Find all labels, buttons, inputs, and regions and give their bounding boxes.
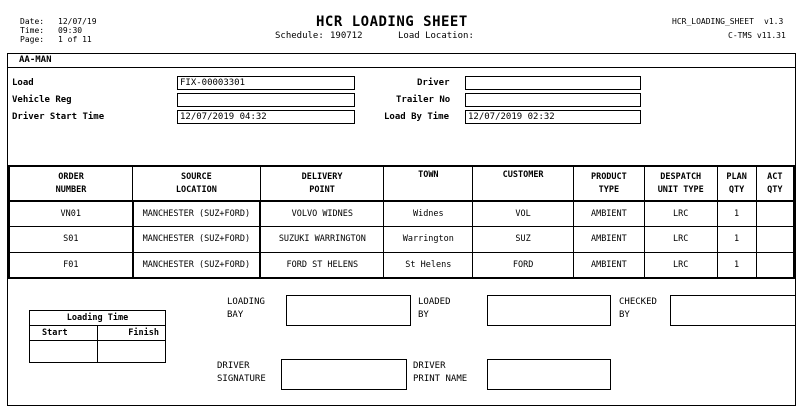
form-code: HCR_LOADING_SHEET [672, 17, 754, 26]
plan-qty-cell: 1 [717, 201, 756, 226]
trailer-no-field[interactable] [465, 93, 641, 107]
customer-cell: VOL [473, 201, 574, 226]
vehicle-reg-field[interactable] [177, 93, 355, 107]
despatch-unit-cell: LRC [644, 226, 717, 252]
date-label: Date: [20, 17, 45, 26]
driver-start-label: Driver Start Time [12, 112, 105, 122]
delivery-point-cell: SUZUKI WARRINGTON [260, 226, 384, 252]
load-field[interactable]: FIX-00003301 [177, 76, 355, 90]
load-by-field[interactable]: 12/07/2019 02:32 [465, 110, 641, 124]
driver-print-name-label: DRIVER PRINT NAME [413, 361, 468, 384]
load-label: Load [12, 78, 34, 88]
town-cell: St Helens [384, 252, 473, 278]
source-location-cell: MANCHESTER (SUZ+FORD) [133, 226, 261, 252]
driver-label: Driver [417, 78, 450, 88]
schedule-value: 190712 [330, 31, 363, 41]
town-cell: Warrington [384, 226, 473, 252]
start-time-cell[interactable] [30, 341, 98, 363]
page-title: HCR LOADING SHEET [316, 14, 468, 30]
loading-bay-field[interactable] [286, 295, 411, 326]
vehicle-reg-label: Vehicle Reg [12, 95, 72, 105]
finish-label: Finish [97, 326, 166, 341]
schedule-label: Schedule: [275, 31, 324, 41]
col-customer: CUSTOMER [473, 166, 574, 201]
date-value: 12/07/19 [58, 17, 97, 26]
product-type-cell: AMBIENT [573, 252, 644, 278]
col-despatch-unit-type: DESPATCH UNIT TYPE [644, 166, 717, 201]
loaded-by-field[interactable] [487, 295, 611, 326]
table-row [9, 226, 794, 252]
driver-print-name-field[interactable] [487, 359, 611, 390]
despatch-unit-cell: LRC [644, 201, 717, 226]
customer-cell: SUZ [473, 226, 574, 252]
start-label: Start [30, 326, 98, 341]
time-label: Time: [20, 26, 45, 35]
delivery-point-cell: FORD ST HELENS [260, 252, 384, 278]
time-value: 09:30 [58, 26, 83, 35]
trailer-no-label: Trailer No [396, 95, 451, 105]
section-divider [7, 67, 796, 68]
page-label: Page: [20, 35, 45, 44]
delivery-point-cell: VOLVO WIDNES [260, 201, 384, 226]
order-number-cell: F01 [9, 252, 133, 278]
act-qty-cell[interactable] [756, 226, 794, 252]
orders-table [8, 165, 795, 279]
driver-field[interactable] [465, 76, 641, 90]
source-location-cell: MANCHESTER (SUZ+FORD) [133, 252, 261, 278]
plan-qty-cell: 1 [717, 252, 756, 278]
col-town: TOWN [384, 166, 473, 201]
order-number-cell: S01 [9, 226, 133, 252]
driver-signature-field[interactable] [281, 359, 407, 390]
load-location-label: Load Location: [398, 31, 474, 41]
table-row [9, 252, 794, 278]
load-by-label: Load By Time [384, 112, 450, 122]
driver-start-field[interactable]: 12/07/2019 04:32 [177, 110, 355, 124]
checked-by-field[interactable] [670, 295, 796, 326]
loaded-by-label: LOADED BY [418, 297, 451, 320]
loading-time-table [29, 310, 166, 363]
table-row [9, 201, 794, 226]
section-title: AA-MAN [19, 55, 52, 65]
finish-time-cell[interactable] [97, 341, 166, 363]
plan-qty-cell: 1 [717, 226, 756, 252]
act-qty-cell[interactable] [756, 252, 794, 278]
order-number-cell: VN01 [9, 201, 133, 226]
driver-signature-label: DRIVER SIGNATURE [217, 361, 266, 384]
form-version: v1.3 [764, 17, 784, 26]
loading-bay-label: LOADING BAY [227, 297, 265, 320]
table-header-row [9, 166, 794, 201]
col-act-qty: ACT QTY [756, 166, 794, 201]
source-location-cell: MANCHESTER (SUZ+FORD) [133, 201, 261, 226]
col-product-type: PRODUCT TYPE [573, 166, 644, 201]
despatch-unit-cell: LRC [644, 252, 717, 278]
col-delivery-point: DELIVERY POINT [260, 166, 384, 201]
system-name: C-TMS v11.31 [728, 31, 786, 40]
customer-cell: FORD [473, 252, 574, 278]
product-type-cell: AMBIENT [573, 226, 644, 252]
town-cell: Widnes [384, 201, 473, 226]
loading-time-title: Loading Time [30, 311, 166, 326]
act-qty-cell[interactable] [756, 201, 794, 226]
product-type-cell: AMBIENT [573, 201, 644, 226]
col-order-number: ORDER NUMBER [9, 166, 133, 201]
page-value: 1 of 11 [58, 35, 92, 44]
checked-by-label: CHECKED BY [619, 297, 657, 320]
col-source-location: SOURCE LOCATION [133, 166, 261, 201]
col-plan-qty: PLAN QTY [717, 166, 756, 201]
